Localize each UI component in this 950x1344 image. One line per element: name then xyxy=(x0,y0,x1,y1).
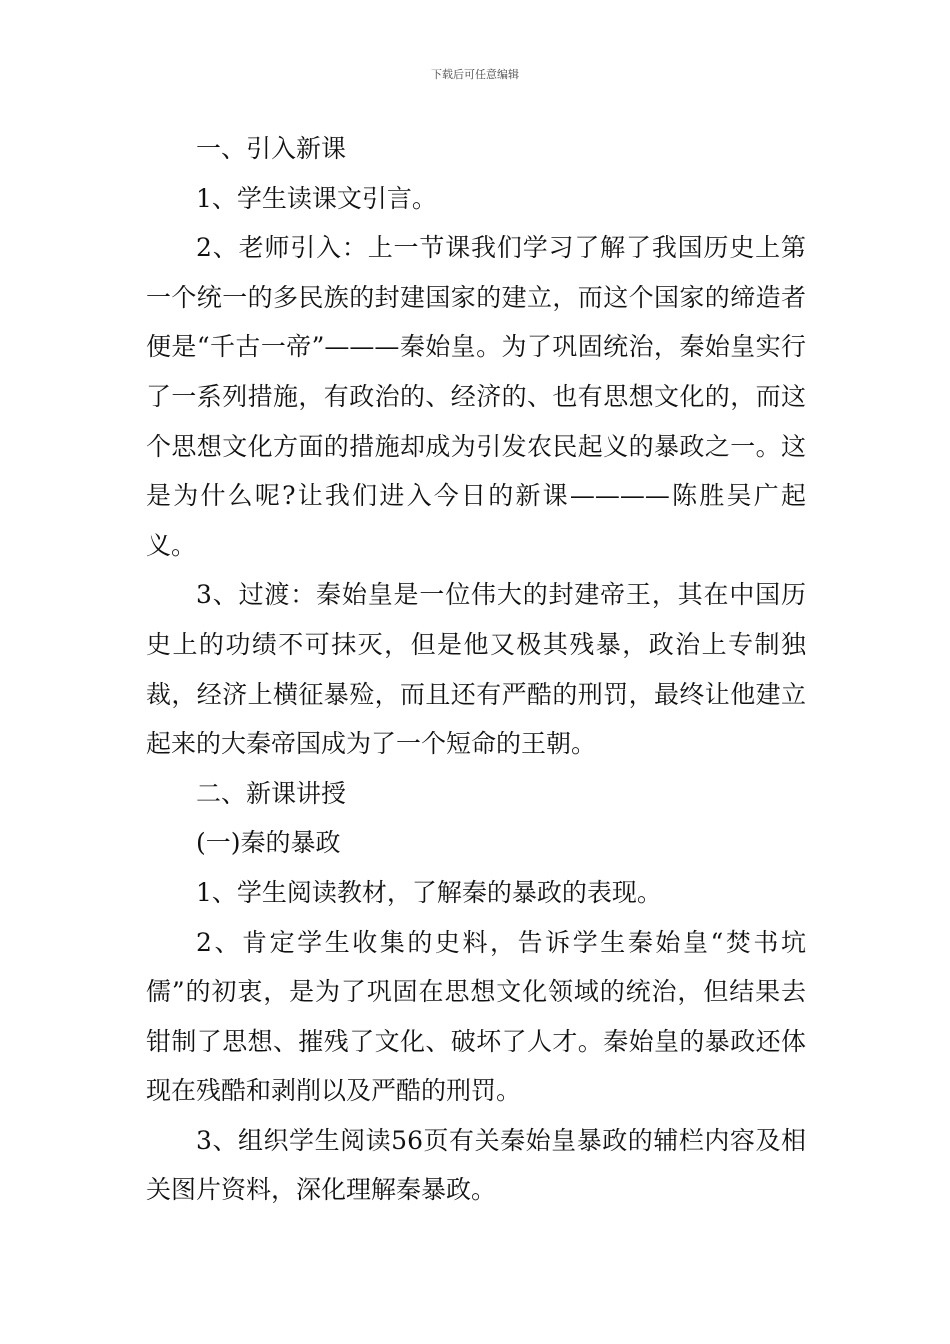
paragraph: 3、过渡：秦始皇是一位伟大的封建帝王，其在中国历史上的功绩不可抹灭，但是他又极其残暴，政治上专制独裁，经济上横征暴殓，而且还有严酷的刑罚，最终让他建立起来的大秦帝国成为了一个短命的王朝。 xyxy=(146,580,806,759)
document-body xyxy=(146,124,806,1215)
paragraph: 3、组织学生阅读56页有关秦始皇暴政的辅栏内容及相关图片资料，深化理解秦暴政。 xyxy=(146,1125,806,1205)
subsection-heading: (一)秦的暴政 xyxy=(196,828,341,858)
paragraph: 2、肯定学生收集的史料，告诉学生秦始皇“焚书坑儒”的初衷，是为了巩固在思想文化领域的统治，但结果去钳制了思想、摧残了文化、破坏了人才。秦始皇的暴政还体现在残酷和剥削以及严酷的刑罚。 xyxy=(146,927,806,1106)
paragraph: 1、学生读课文引言。 xyxy=(196,183,437,213)
page-header: 下载后可任意编辑 xyxy=(431,68,519,81)
paragraph: 2、老师引入：上一节课我们学习了解了我国历史上第一个统一的多民族的封建国家的建立，而这个国家的缔造者便是“千古一帝”———秦始皇。为了巩固统治，秦始皇实行了一系列措施，有政治的、经济的、也有思想文化的，而这个思想文化方面的措施却成为引发农民起义的暴政之一。这是为什么呢?让我们进入今日的新课————陈胜吴广起义。 xyxy=(146,233,806,560)
paragraph: 1、学生阅读教材，了解秦的暴政的表现。 xyxy=(196,877,662,907)
section-heading-intro: 一、引入新课 xyxy=(196,134,347,163)
section-heading-lesson: 二、新课讲授 xyxy=(196,778,347,808)
